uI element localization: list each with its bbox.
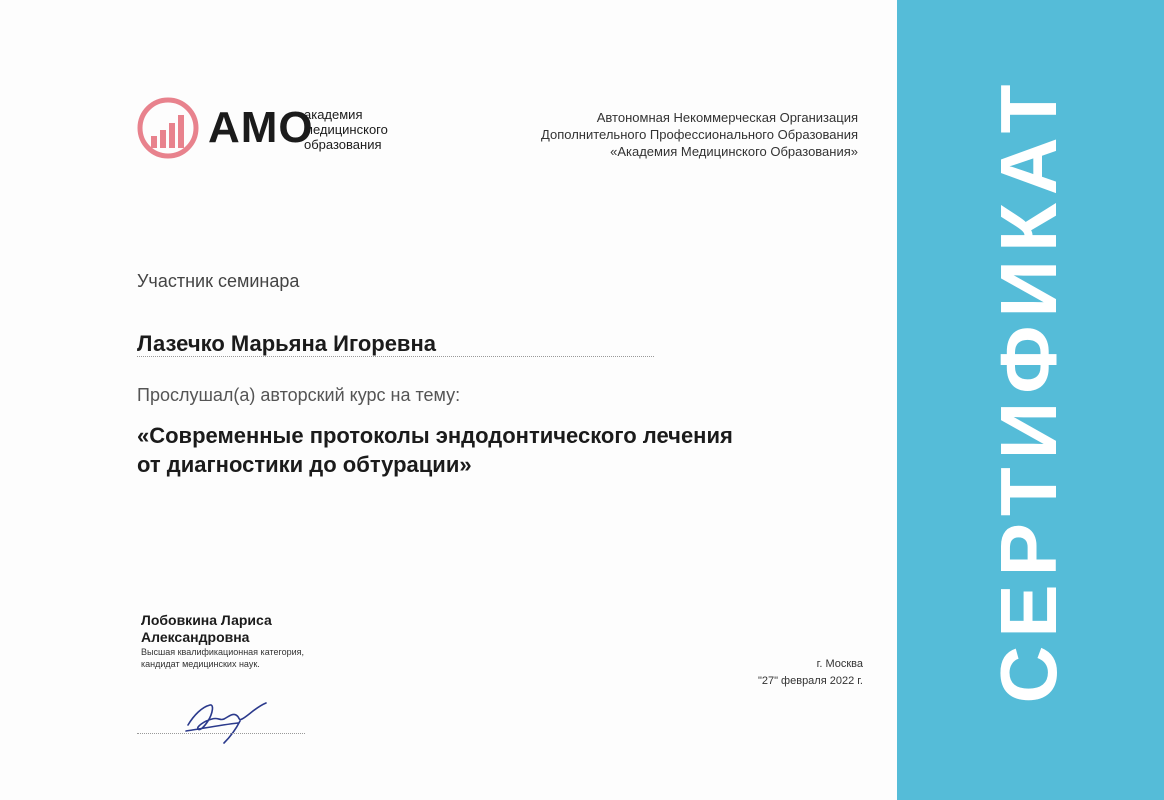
organization-line: «Академия Медицинского Образования» xyxy=(610,144,858,159)
participant-name: Лазечко Марьяна Игоревна xyxy=(137,331,436,356)
logo-line: медицинского xyxy=(304,122,388,137)
issue-date: "27" февраля 2022 г. xyxy=(757,675,863,687)
course-title-line: от диагностики до обтурации» xyxy=(137,452,472,477)
city: г. Москва xyxy=(816,658,863,670)
certificate-title: СЕРТИФИКАТ xyxy=(984,76,1073,704)
lecturer-name xyxy=(141,612,272,646)
name-underline xyxy=(137,356,654,357)
logo-full-name xyxy=(304,107,388,152)
signature xyxy=(180,695,280,747)
course-title xyxy=(137,421,733,479)
lecturer-name-line: Александровна xyxy=(141,629,250,645)
logo-line: академия xyxy=(304,107,363,122)
signature-line xyxy=(137,733,305,734)
lecturer-description: Высшая квалификационная категория, кандидат медицинских наук. xyxy=(141,647,305,669)
organization-line: Дополнительного Профессионального Образования xyxy=(541,127,858,142)
logo-abbreviation: АМО xyxy=(208,103,314,152)
organization-name xyxy=(541,109,858,160)
lecturer-name-line: Лобовкина Лариса xyxy=(141,612,272,628)
organization-line: Автономная Некоммерческая Организация xyxy=(596,110,858,125)
logo-line: образования xyxy=(304,137,382,152)
bar-chart-logo-icon xyxy=(136,96,200,160)
course-intro: Прослушал(а) авторский курс на тему: xyxy=(137,385,461,405)
amo-logo xyxy=(136,96,406,160)
course-title-line: «Современные протоколы эндодонтического лечения xyxy=(137,423,733,448)
participant-label: Участник семинара xyxy=(137,271,300,291)
